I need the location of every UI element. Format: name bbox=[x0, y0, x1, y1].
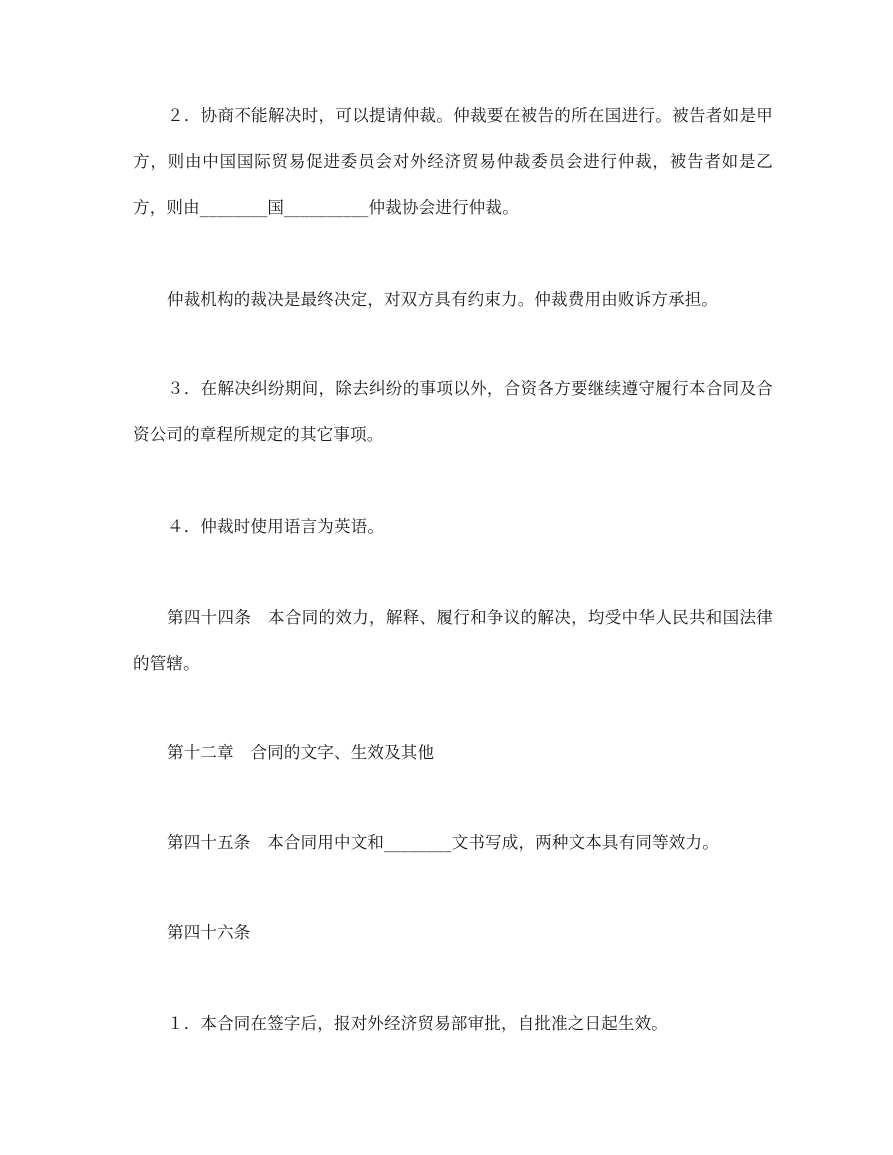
article-46-heading: 第四十六条 bbox=[167, 923, 251, 942]
paragraph-article-46-item-1: １．本合同在签字后，报对外经济贸易部审批，自批准之日起生效。 bbox=[167, 1014, 668, 1033]
chapter-12-heading: 第十二章 合同的文字、生效及其他 bbox=[167, 743, 435, 762]
paragraph-article-45: 第四十五条 本合同用中文和________文书写成，两种文本具有同等效力。 bbox=[167, 833, 719, 852]
paragraph-dispute-period: ３．在解决纠纷期间，除去纠纷的事项以外，合资各方要继续遵守履行本合同及合资公司的章程所规定的其它事项。 bbox=[133, 379, 773, 444]
paragraph-arbitration-venue: ２．协商不能解决时，可以提请仲裁。仲裁要在被告的所在国进行。被告者如是甲方，则由中国国际贸易促进委员会对外经济贸易仲裁委员会进行仲裁，被告者如是乙方，则由________国__________仲裁协会进行仲裁。 bbox=[133, 106, 773, 217]
paragraph-article-44: 第四十四条 本合同的效力，解释、履行和争议的解决，均受中华人民共和国法律的管辖。 bbox=[133, 608, 773, 673]
paragraph-arbitration-award: 仲裁机构的裁决是最终决定，对双方具有约束力。仲裁费用由败诉方承担。 bbox=[167, 290, 719, 309]
paragraph-arbitration-language: ４．仲裁时使用语言为英语。 bbox=[167, 517, 385, 536]
